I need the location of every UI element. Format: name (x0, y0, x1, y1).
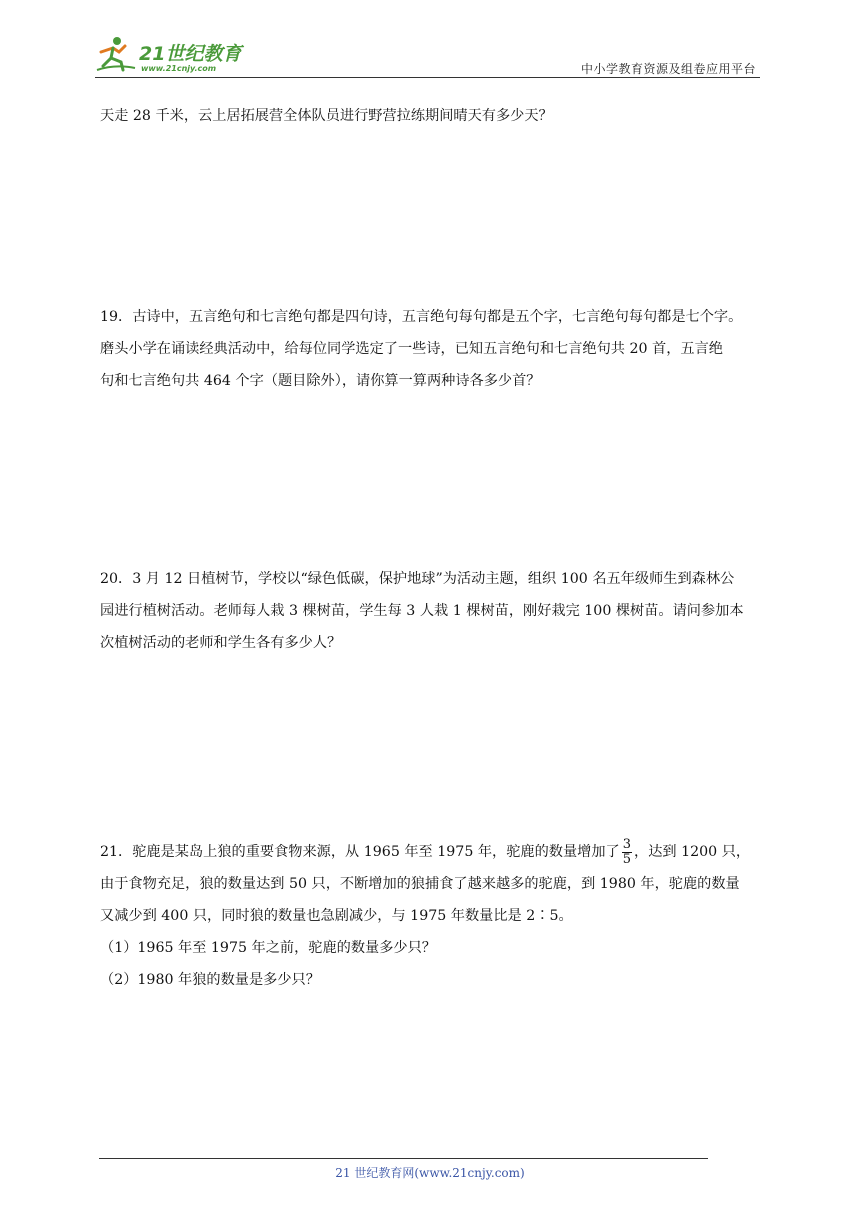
site-logo (95, 34, 265, 74)
page-footer: 21 世纪教育网(www.21cnjy.com) (335, 1166, 525, 1180)
q21-sub-question-1: （1）1965 年至 1975 年之前，驼鹿的数量多少只？ (100, 940, 436, 956)
question-21 (100, 836, 762, 996)
header-divider (95, 77, 760, 78)
runner-icon (97, 37, 135, 70)
fraction-denominator: 5 (622, 851, 632, 867)
question-20 (100, 563, 762, 659)
logo-url: www.21cnjy.com (141, 64, 217, 73)
q21-sub-question-2: （2）1980 年狼的数量是多少只？ (100, 972, 320, 988)
q21-line-3: 又减少到 400 只，同时狼的数量也急剧减少，与 1975 年数量比是 2∶5。 (100, 908, 573, 924)
footer-divider (99, 1158, 708, 1159)
q21-line-1-before: 21．驼鹿是某岛上狼的重要食物来源，从 1965 年至 1975 年，驼鹿的数量增加了 (100, 844, 620, 860)
q21-line-2: 由于食物充足，狼的数量达到 50 只，不断增加的狼捕食了越来越多的驼鹿，到 1980 年，驼鹿的数量 (100, 876, 740, 892)
q20-line-2: 园进行植树活动。老师每人栽 3 棵树苗，学生每 3 人栽 1 棵树苗，刚好栽完 100 棵树苗。请问参加本 (100, 603, 744, 619)
q19-line-1: 19．古诗中，五言绝句和七言绝句都是四句诗，五言绝句每句都是五个字，七言绝句每句都是七个字。 (100, 309, 743, 325)
q18-line-1: 天走 28 千米，云上居拓展营全体队员进行野营拉练期间晴天有多少天？ (100, 108, 553, 124)
question-18-continuation (100, 100, 762, 132)
q20-line-1: 20．3 月 12 日植树节，学校以“绿色低碳，保护地球”为活动主题，组织 100 名五年级师生到森林公 (100, 571, 735, 587)
q19-line-2: 磨头小学在诵读经典活动中，给每位同学选定了一些诗，已知五言绝句和七言绝句共 20 首，五言绝 (100, 341, 723, 357)
q20-line-3: 次植树活动的老师和学生各有多少人？ (100, 635, 342, 651)
fraction-numerator: 3 (622, 836, 632, 852)
q21-line-1 (100, 836, 762, 868)
logo-text: 21世纪教育 (139, 43, 242, 65)
fraction (622, 838, 632, 867)
page-header (95, 30, 760, 80)
q21-line-1-after: ，达到 1200 只， (634, 844, 751, 860)
q19-line-3: 句和七言绝句共 464 个字（题目除外），请你算一算两种诗各多少首？ (100, 373, 541, 389)
platform-name: 中小学教育资源及组卷应用平台 (580, 62, 756, 76)
question-19 (100, 301, 762, 397)
